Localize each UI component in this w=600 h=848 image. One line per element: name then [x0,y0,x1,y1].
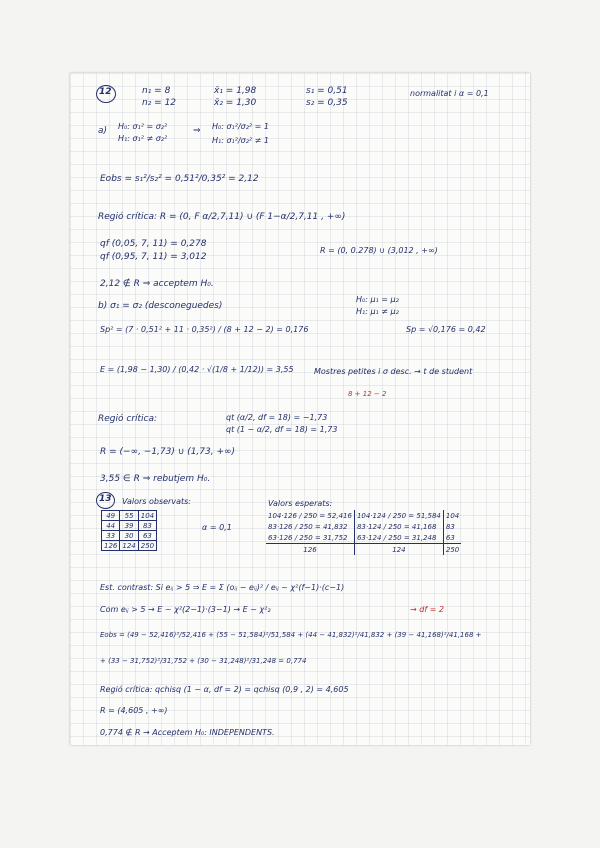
table-cell: 104·124 / 250 = 51,584 [354,510,443,521]
chi-square-sum-1: Eobs = (49 − 52,416)²/52,416 + (55 − 51,584)²/51,584 + (44 − 41,832)²/41,832 + (39 − 41,168)²/41,168 + [100,631,482,639]
qt-lower: qt (α/2, df = 18) = −1,73 [226,413,328,422]
table-cell: 83 [443,521,461,532]
table-row [102,531,157,541]
table-row [102,521,157,531]
alpha-value: α = 0,1 [202,523,232,532]
s2-value: s₂ = 0,35 [306,98,348,108]
table-cell: 63·126 / 250 = 31,752 [268,533,348,542]
table-cell: 63 [138,531,156,541]
s1-value: s₁ = 0,51 [306,86,348,96]
expected-title: Valors esperats: [268,499,333,508]
pooled-variance: Sp² = (7 · 0,51² + 11 · 0,35²) / (8 + 12 − 2) = 0,176 [100,325,309,334]
conclusion-b: 3,55 ∈ R ⇒ rebutjem H₀. [100,474,211,484]
part-a-h1-ratio: H₁: σ₁²/σ₂² ≠ 1 [212,136,270,145]
e-obs-formula: Eobs = s₁²/s₂² = 0,51²/0,35² = 2,12 [100,174,259,184]
part-a-h0-ratio: H₀: σ₁²/σ₂² = 1 [212,122,270,131]
implies-arrow: ⇒ [193,126,201,136]
table-row [266,521,461,532]
qf-lower: qf (0,05, 7, 11) = 0,278 [100,239,207,249]
x1-value: x̄₁ = 1,98 [214,86,257,96]
table-row [102,511,157,521]
table-cell: 104 [138,511,156,521]
critical-region-a: Regió crítica: R = (0, F α/2,7,11) ∪ (F 1−α/2,7,11 , +∞) [98,212,346,222]
normality-note: normalitat i α = 0,1 [410,89,489,98]
n1-value: n₁ = 8 [142,86,171,96]
table-cell: 63 [443,532,461,544]
conclusion-a: 2,12 ∉ R ⇒ acceptem H₀. [100,279,214,289]
table-cell: 63·124 / 250 = 31,248 [354,532,443,544]
table-row [102,541,157,551]
distribution-line: Com eᵢⱼ > 5 → E ~ χ²(2−1)·(3−1) → E ~ χ²₂ [100,605,271,614]
table-row [266,510,461,521]
table-cell: 39 [120,521,138,531]
table-cell: 124 [120,541,138,551]
table-cell: 250 [443,544,461,556]
observed-table [101,510,157,551]
table-cell: 49 [102,511,120,521]
part-b-h1: H₁: μ₁ ≠ μ₂ [356,307,399,316]
table-cell: 30 [120,531,138,541]
table-cell: 104 [443,510,461,521]
conclusion-13: 0,774 ∉ R → Acceptem H₀: INDEPENDENTS. [100,728,275,737]
critical-region-b: Regió crítica: [98,414,158,424]
qf-upper: qf (0,95, 7, 11) = 3,012 [100,252,207,262]
table-cell: 83 [138,521,156,531]
table-cell: 124 [354,544,443,556]
part-b-h0: H₀: μ₁ = μ₂ [356,295,399,304]
table-cell: 83·124 / 250 = 41,168 [354,521,443,532]
table-cell: 44 [102,521,120,531]
table-row [266,532,461,544]
part-a-h0: H₀: σ₁² = σ₂² [118,122,168,131]
part-b-label: b) σ₁ = σ₂ (desconeguedes) [98,301,223,311]
critical-region-13: Regió crítica: qchisq (1 − α, df = 2) = qchisq (0,9 , 2) = 4,605 [100,685,349,694]
chi-square-sum-2: + (33 − 31,752)²/31,752 + (30 − 31,248)²/31,248 = 0,774 [100,657,307,665]
part-a-label: a) [98,126,108,136]
table-cell: 250 [138,541,156,551]
df-annotation: 8 + 12 − 2 [348,390,387,398]
pooled-sd: Sp = √0,176 = 0,42 [406,325,486,334]
n2-value: n₂ = 12 [142,98,177,108]
t-student-note: Mostres petites i σ desc. → t de student [314,367,473,376]
test-statistic-line: Est. contrast: Si eᵢⱼ > 5 ⇒ E = Σ (oᵢⱼ − eᵢⱼ)² / eᵢⱼ ~ χ²(f−1)·(c−1) [100,583,345,592]
problem-number: 12 [99,87,112,97]
df-result: → df = 2 [410,605,445,614]
critical-region-set-b: R = (−∞, −1,73) ∪ (1,73, +∞) [100,447,236,457]
table-cell: 55 [120,511,138,521]
table-cell: 33 [102,531,120,541]
problem-number-13: 13 [99,494,112,504]
x2-value: x̄₂ = 1,30 [214,98,257,108]
critical-region-set-13: R = (4,605 , +∞) [100,706,168,715]
table-cell: 126 [303,545,317,554]
observed-title: Valors observats: [122,497,191,506]
table-cell: 83·126 / 250 = 41,832 [268,522,348,531]
table-cell: 104·126 / 250 = 52,416 [268,511,352,520]
critical-region-set-a: R = (0, 0.278) ∪ (3,012 , +∞) [320,246,438,255]
qt-upper: qt (1 − α/2, df = 18) = 1,73 [226,425,338,434]
table-cell: 126 [102,541,120,551]
expected-table [266,510,461,555]
table-row [266,544,461,556]
t-statistic: E = (1,98 − 1,30) / (0,42 · √(1/8 + 1/12)) = 3,55 [100,365,294,374]
part-a-h1: H₁: σ₁² ≠ σ₂² [118,134,168,143]
